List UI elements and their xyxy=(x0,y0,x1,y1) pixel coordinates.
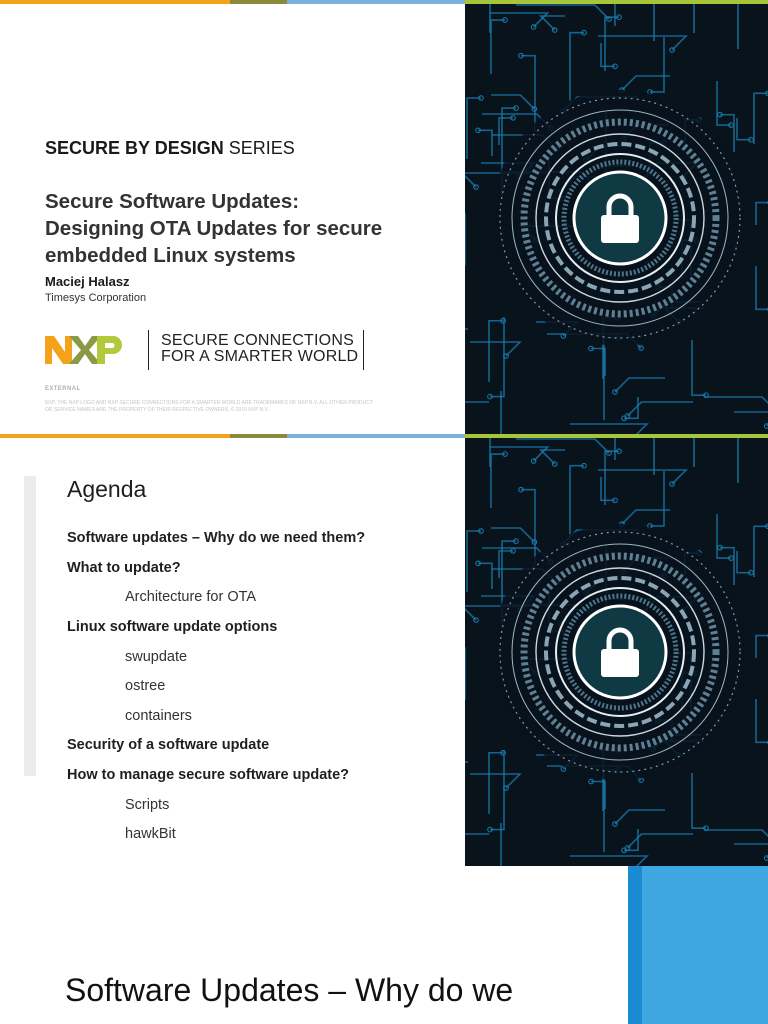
author-organization: Timesys Corporation xyxy=(45,292,147,304)
agenda-accent-bar xyxy=(24,476,36,776)
agenda-subitem: hawkBit xyxy=(125,826,176,842)
agenda-item: Software updates – Why do we need them? xyxy=(67,530,366,546)
agenda-item: Security of a software update xyxy=(67,737,270,753)
agenda-subitem: containers xyxy=(125,708,192,724)
nxp-logo-block xyxy=(45,328,375,374)
circuit-lock-image xyxy=(465,4,768,434)
presentation-title: Secure Software Updates: Designing OTA Updates for secure embedded Linux systems xyxy=(45,190,383,267)
agenda-subitem: Scripts xyxy=(125,797,170,813)
accent-panel-edge xyxy=(628,866,642,1024)
classification-label: EXTERNAL xyxy=(45,386,81,392)
padlock-icon xyxy=(465,438,768,866)
title-slide xyxy=(0,0,768,434)
section-title: Software Updates – Why do we xyxy=(65,972,514,1008)
agenda-subitem: Architecture for OTA xyxy=(125,589,257,605)
tagline: SECURE CONNECTIONS FOR A SMARTER WORLD xyxy=(161,332,359,365)
agenda-item: How to manage secure software update? xyxy=(67,767,350,783)
author-name: Maciej Halasz xyxy=(45,274,130,289)
agenda-item: Linux software update options xyxy=(67,619,278,635)
circuit-lock-image xyxy=(465,438,768,866)
agenda-subitem: swupdate xyxy=(125,649,188,665)
accent-panel xyxy=(628,866,768,1024)
series-label: SECURE BY DESIGN SERIES xyxy=(45,138,295,158)
agenda-title: Agenda xyxy=(67,476,147,502)
padlock-icon xyxy=(465,4,768,434)
section-slide xyxy=(0,866,768,1024)
agenda-slide xyxy=(0,434,768,866)
nxp-logo-icon xyxy=(45,334,125,366)
trademark-fineprint: NXP, THE NXP LOGO AND NXP SECURE CONNECTIONS FOR A SMARTER WORLD ARE TRADEMARKS OF NXP B.V. ALL OTHER PRODUCT OR SERVICE NAMES ARE THE PROPERTY OF THEIR RESPECTIVE OWNERS. © 2019 NXP B.V. xyxy=(45,400,373,413)
agenda-subitem: ostree xyxy=(125,678,166,694)
agenda-item: What to update? xyxy=(67,560,181,576)
